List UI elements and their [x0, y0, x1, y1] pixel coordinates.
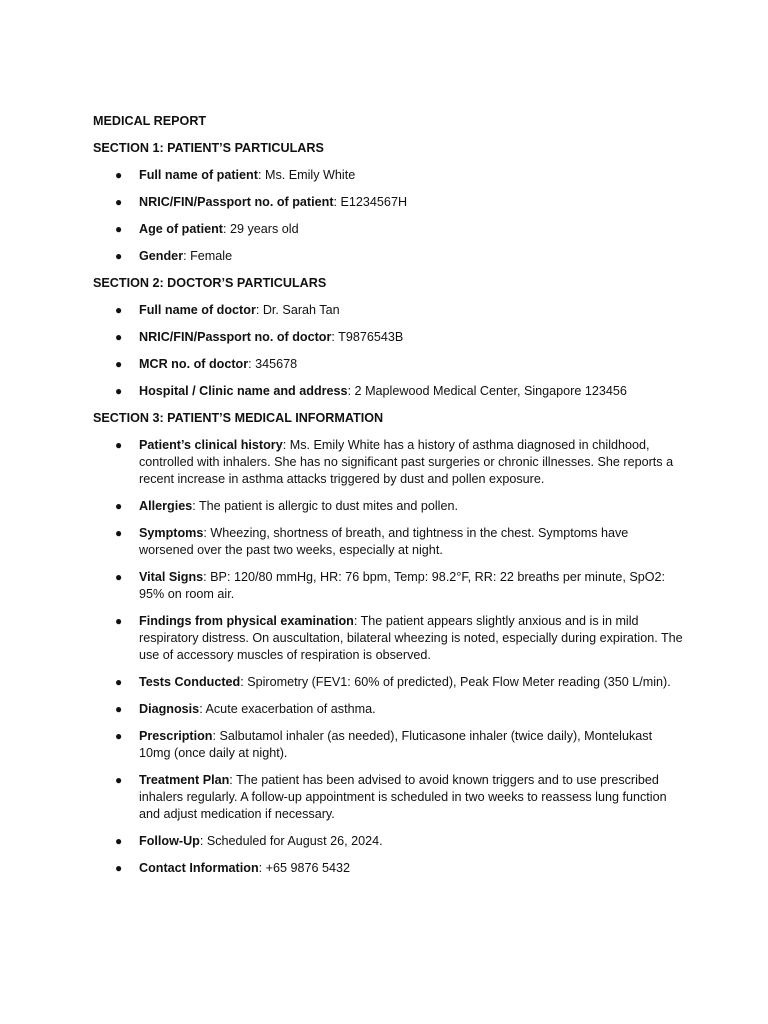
doctor-particulars-list	[93, 302, 683, 400]
item-value: : +65 9876 5432	[258, 861, 351, 875]
item-value: : Ms. Emily White	[257, 168, 356, 182]
item-label: MCR no. of doctor	[139, 357, 249, 371]
bullet-icon: ●	[115, 195, 123, 209]
item-value: : 2 Maplewood Medical Center, Singapore 123456	[347, 384, 627, 398]
list-item	[93, 248, 683, 265]
item-value: : E1234567H	[333, 195, 408, 209]
list-item	[93, 167, 683, 184]
item-value: : T9876543B	[331, 330, 404, 344]
bullet-icon: ●	[115, 773, 123, 787]
list-item	[93, 356, 683, 373]
bullet-icon: ●	[115, 570, 123, 584]
list-item	[93, 860, 683, 877]
item-label: Treatment Plan	[139, 773, 230, 787]
item-value: : The patient has been advised to avoid known triggers and to use prescribed inhalers regularly. A follow-up appointment is scheduled in two weeks to reassess lung function and adjust medication if necessary.	[139, 773, 667, 821]
report-title: MEDICAL REPORT	[93, 114, 207, 128]
list-item	[93, 569, 683, 603]
bullet-icon: ●	[115, 438, 123, 452]
item-label: Patient’s clinical history	[139, 438, 283, 452]
item-label: Full name of doctor	[139, 303, 256, 317]
bullet-icon: ●	[115, 702, 123, 716]
item-label: Contact Information	[139, 861, 259, 875]
item-value: : Acute exacerbation of asthma.	[199, 702, 376, 716]
bullet-icon: ●	[115, 330, 123, 344]
item-value: : 29 years old	[222, 222, 299, 236]
item-label: Prescription	[139, 729, 213, 743]
bullet-icon: ●	[115, 861, 123, 875]
list-item	[93, 221, 683, 238]
item-value: : Wheezing, shortness of breath, and tightness in the chest. Symptoms have worsened over the past two weeks, especially at night.	[139, 526, 629, 557]
item-value: : Scheduled for August 26, 2024.	[199, 834, 383, 848]
bullet-icon: ●	[115, 357, 123, 371]
list-item	[93, 329, 683, 346]
list-item	[93, 728, 683, 762]
item-label: Vital Signs	[139, 570, 204, 584]
item-label: Hospital / Clinic name and address	[139, 384, 348, 398]
document-page	[93, 113, 683, 887]
item-value: : Salbutamol inhaler (as needed), Fluticasone inhaler (twice daily), Montelukast 10mg (once daily at night).	[139, 729, 653, 760]
list-item	[93, 302, 683, 319]
bullet-icon: ●	[115, 222, 123, 236]
section2-heading: SECTION 2: DOCTOR’S PARTICULARS	[93, 276, 327, 290]
item-label: Follow-Up	[139, 834, 200, 848]
item-label: Allergies	[139, 499, 193, 513]
item-value: : BP: 120/80 mmHg, HR: 76 bpm, Temp: 98.2°F, RR: 22 breaths per minute, SpO2: 95% on room air.	[139, 570, 666, 601]
item-label: NRIC/FIN/Passport no. of patient	[139, 195, 334, 209]
item-label: Diagnosis	[139, 702, 200, 716]
list-item	[93, 613, 683, 664]
patient-particulars-list	[93, 167, 683, 265]
list-item	[93, 772, 683, 823]
bullet-icon: ●	[115, 249, 123, 263]
bullet-icon: ●	[115, 834, 123, 848]
item-value: : Ms. Emily White has a history of asthma diagnosed in childhood, controlled with inhalers. She has no significant past surgeries or chronic illnesses. She reports a recent increase in asthma attacks triggered by dust and pollen exposure.	[139, 438, 674, 486]
list-item	[93, 437, 683, 488]
item-value: : Spirometry (FEV1: 60% of predicted), Peak Flow Meter reading (350 L/min).	[240, 675, 671, 689]
item-value: : The patient is allergic to dust mites and pollen.	[192, 499, 458, 513]
bullet-icon: ●	[115, 303, 123, 317]
medical-information-list	[93, 437, 683, 877]
list-item	[93, 833, 683, 850]
item-label: Symptoms	[139, 526, 204, 540]
bullet-icon: ●	[115, 384, 123, 398]
list-item	[93, 498, 683, 515]
bullet-icon: ●	[115, 526, 123, 540]
bullet-icon: ●	[115, 499, 123, 513]
list-item	[93, 194, 683, 211]
section1-heading: SECTION 1: PATIENT’S PARTICULARS	[93, 141, 324, 155]
list-item	[93, 701, 683, 718]
item-label: Findings from physical examination	[139, 614, 354, 628]
bullet-icon: ●	[115, 168, 123, 182]
list-item	[93, 383, 683, 400]
bullet-icon: ●	[115, 729, 123, 743]
section3-heading: SECTION 3: PATIENT’S MEDICAL INFORMATION	[93, 411, 384, 425]
item-label: NRIC/FIN/Passport no. of doctor	[139, 330, 332, 344]
item-value: : The patient appears slightly anxious and is in mild respiratory distress. On auscultation, bilateral wheezing is noted, especially during expiration. The use of accessory muscles of respiration is observed.	[139, 614, 683, 662]
item-label: Tests Conducted	[139, 675, 241, 689]
item-label: Age of patient	[139, 222, 223, 236]
item-value: : 345678	[248, 357, 298, 371]
item-value: : Dr. Sarah Tan	[255, 303, 340, 317]
item-label: Gender	[139, 249, 184, 263]
bullet-icon: ●	[115, 614, 123, 628]
list-item	[93, 674, 683, 691]
item-label: Full name of patient	[139, 168, 258, 182]
item-value: : Female	[183, 249, 233, 263]
list-item	[93, 525, 683, 559]
bullet-icon: ●	[115, 675, 123, 689]
